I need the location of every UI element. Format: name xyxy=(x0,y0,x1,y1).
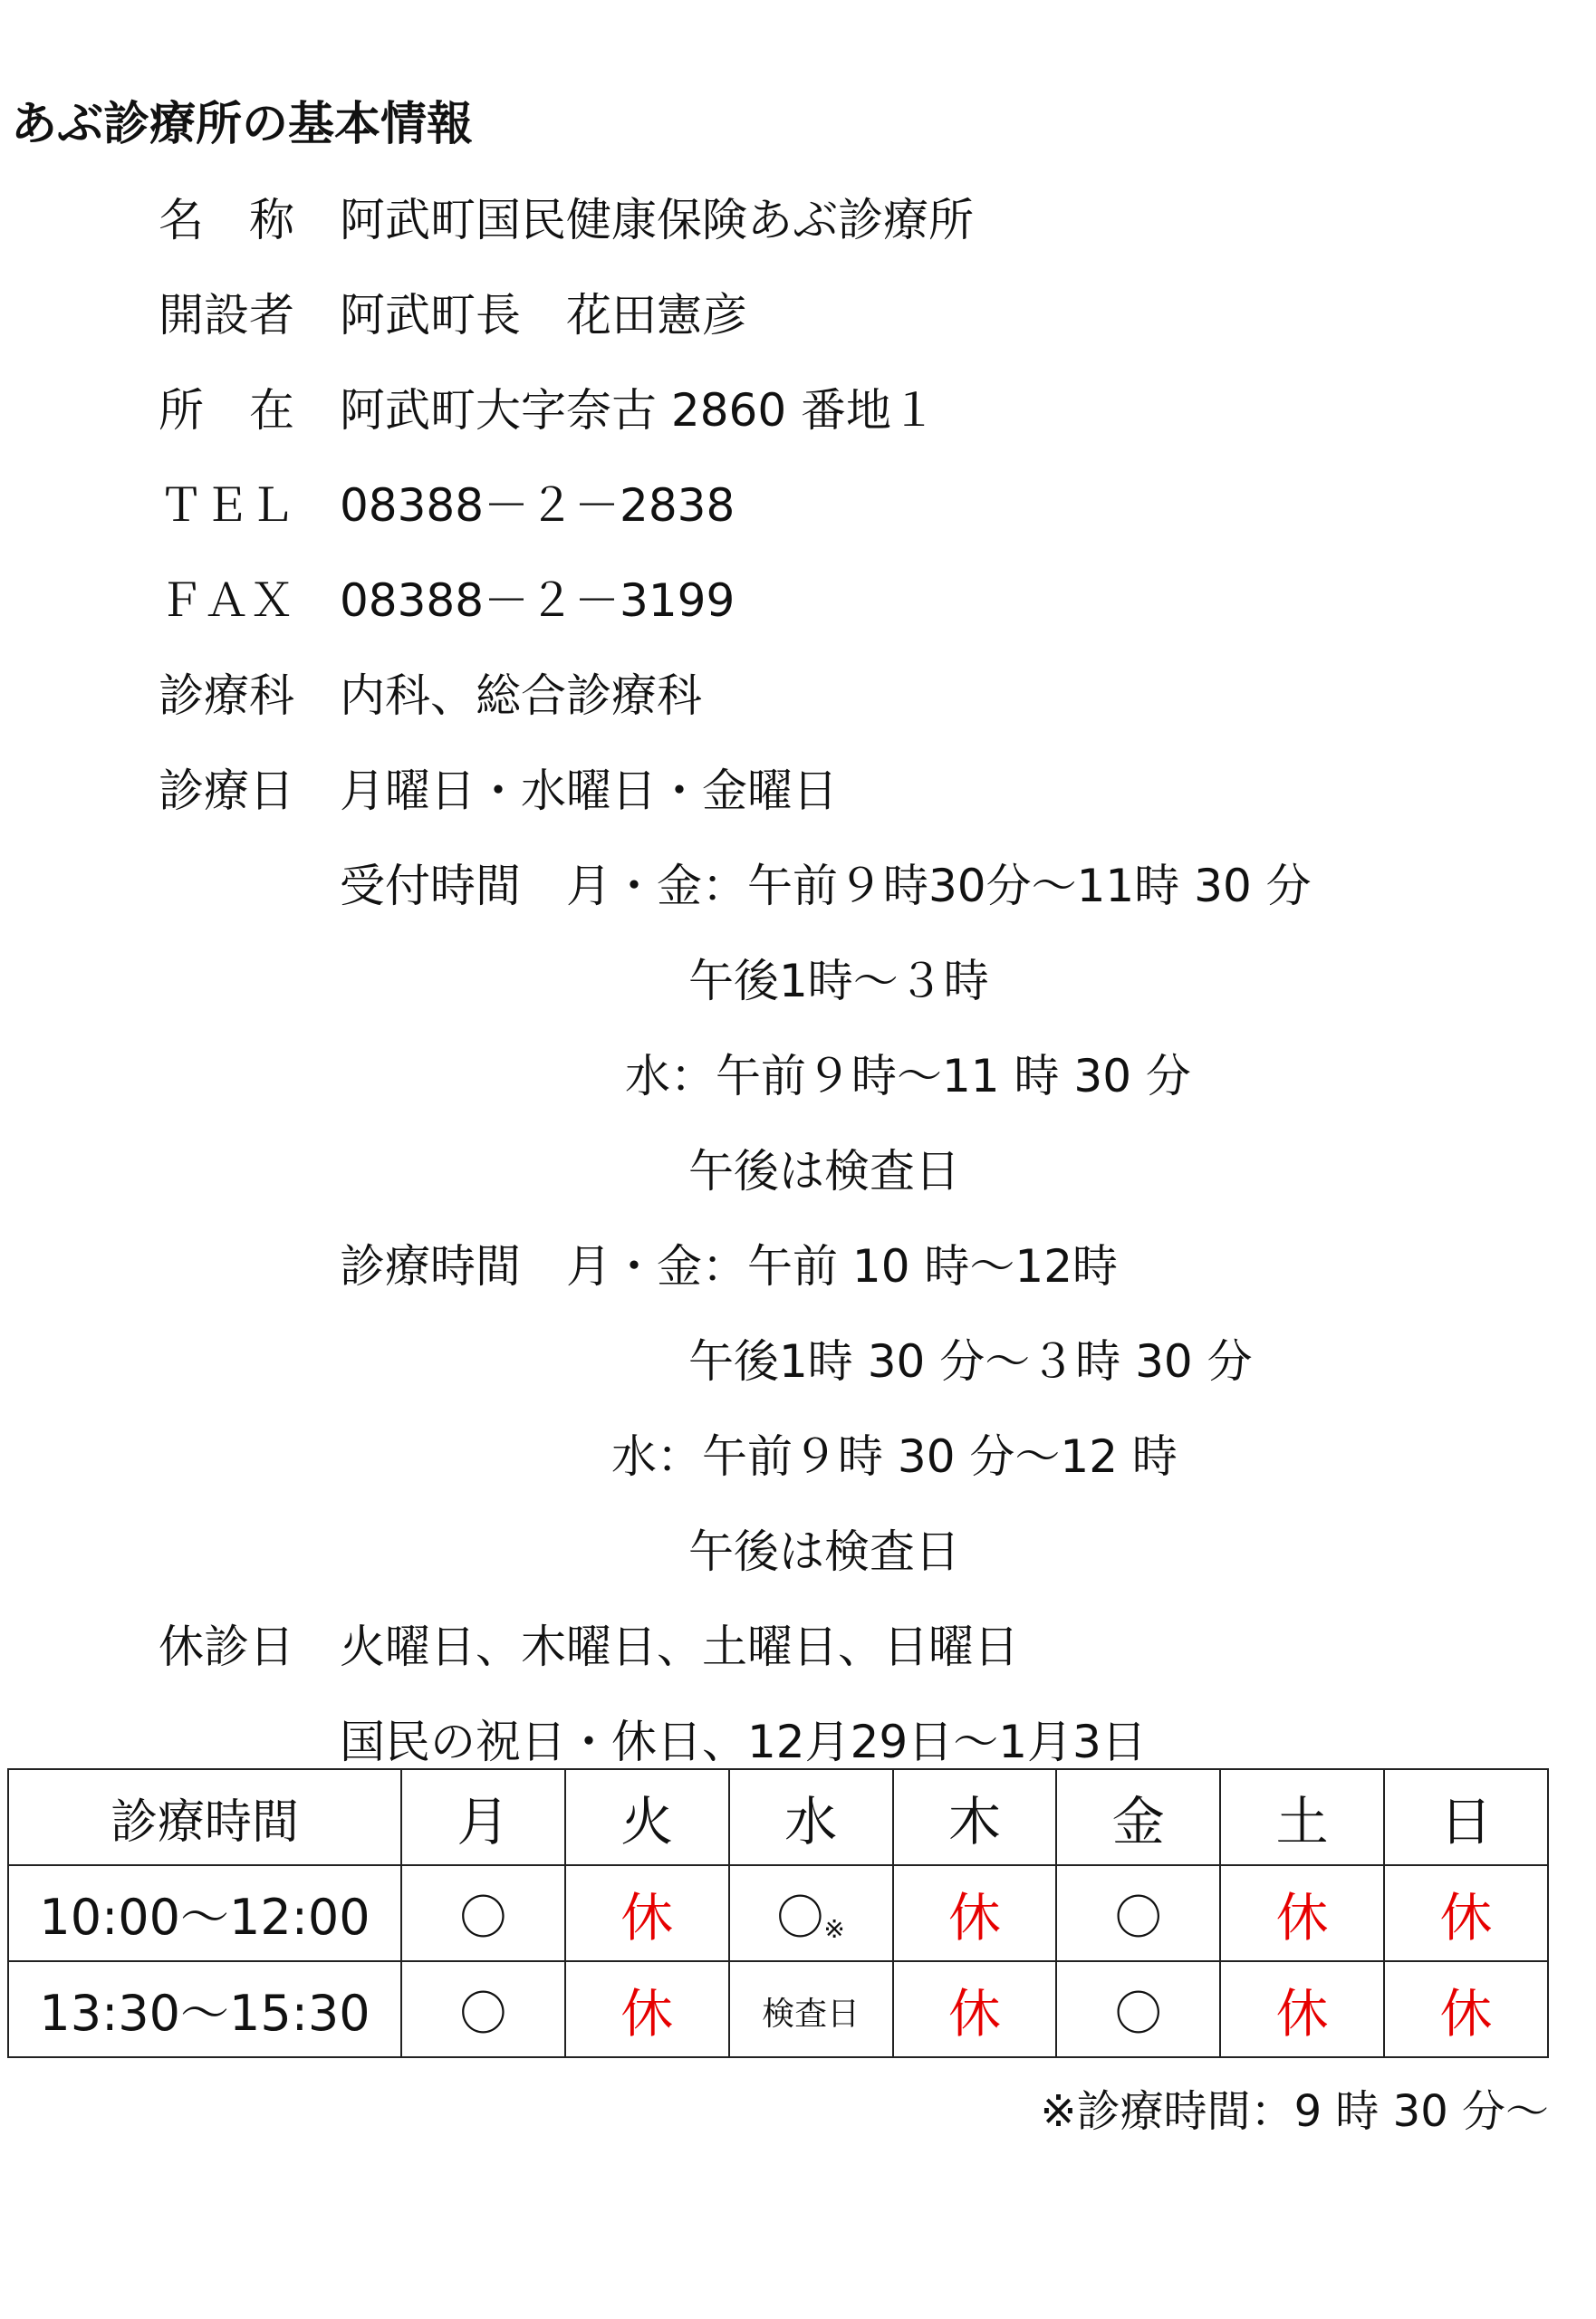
footnote: ※診療時間：9 時 30 分～ xyxy=(1040,2086,1549,2137)
reception-hours-mon-fri-pm: 午後1時～３時 xyxy=(688,955,989,1007)
cell-tue-pm xyxy=(565,1961,729,2057)
row-time: 10:00～12:00 xyxy=(8,1865,401,1961)
header-wed: 水 xyxy=(729,1769,893,1865)
schedule-table xyxy=(7,1768,1549,2058)
consultation-hours-mon-fri-am: 診療時間 月・金：午前 10 時～12時 xyxy=(340,1240,1119,1293)
header-fri: 金 xyxy=(1056,1769,1220,1865)
header-mon: 月 xyxy=(401,1769,565,1865)
header-sat: 土 xyxy=(1220,1769,1384,1865)
telephone: ＴＥＬ 08388－２－2838 xyxy=(159,479,736,532)
cell-wed-pm xyxy=(729,1961,893,2057)
cell-wed-am xyxy=(729,1865,893,1961)
row-time: 13:30～15:30 xyxy=(8,1961,401,2057)
table-header-row xyxy=(8,1769,1548,1865)
consultation-hours-mon-fri-pm: 午後1時 30 分～３時 30 分 xyxy=(688,1335,1253,1388)
table-row xyxy=(8,1865,1548,1961)
closed-mark: 休 xyxy=(1439,1983,1493,2045)
closed-holidays: 国民の祝日・休日、12月29日～1月3日 xyxy=(340,1716,1147,1768)
reception-hours-wed-am: 水：午前９時～11 時 30 分 xyxy=(625,1050,1191,1102)
open-mark: 〇 xyxy=(776,1891,824,1946)
fax: ＦＡＸ 08388－２－3199 xyxy=(159,574,736,627)
table-row xyxy=(8,1961,1548,2057)
departments: 診療科 内科、総合診療科 xyxy=(159,669,702,722)
closed-mark: 休 xyxy=(620,1983,674,2045)
closed-mark: 休 xyxy=(1275,1983,1329,2045)
cell-thu-am xyxy=(893,1865,1057,1961)
header-tue: 火 xyxy=(565,1769,729,1865)
cell-fri-pm: 〇 xyxy=(1056,1961,1220,2057)
cell-mon-am: 〇 xyxy=(401,1865,565,1961)
address: 所 在 阿武町大字奈古 2860 番地１ xyxy=(159,384,937,437)
header-sun: 日 xyxy=(1384,1769,1548,1865)
cell-mon-pm: 〇 xyxy=(401,1961,565,2057)
cell-sat-am xyxy=(1220,1865,1384,1961)
cell-sun-pm xyxy=(1384,1961,1548,2057)
closed-mark: 休 xyxy=(620,1887,674,1949)
cell-sun-am xyxy=(1384,1865,1548,1961)
closed-mark: 休 xyxy=(1439,1887,1493,1949)
page-title: あぶ診療所の基本情報 xyxy=(11,98,474,151)
cell-tue-am xyxy=(565,1865,729,1961)
founder: 開設者 阿武町長 花田憲彦 xyxy=(159,289,747,342)
cell-thu-pm xyxy=(893,1961,1057,2057)
consultation-days: 診療日 月曜日・水曜日・金曜日 xyxy=(159,765,838,817)
clinic-name: 名 称 阿武町国民健康保険あぶ診療所 xyxy=(159,194,974,246)
note-mark: ※ xyxy=(823,1913,845,1944)
closed-mark: 休 xyxy=(947,1983,1001,2045)
exam-day-label: 検査日 xyxy=(762,1996,860,2033)
closed-mark: 休 xyxy=(947,1887,1001,1949)
consultation-hours-wed-pm: 午後は検査日 xyxy=(688,1525,960,1578)
reception-hours-wed-pm: 午後は検査日 xyxy=(688,1145,960,1198)
consultation-hours-wed-am: 水：午前９時 30 分～12 時 xyxy=(611,1430,1178,1483)
closed-days: 休診日 火曜日、木曜日、土曜日、日曜日 xyxy=(159,1621,1019,1673)
closed-mark: 休 xyxy=(1275,1887,1329,1949)
reception-hours-mon-fri-am: 受付時間 月・金：午前９時30分～11時 30 分 xyxy=(340,860,1312,912)
cell-fri-am: 〇 xyxy=(1056,1865,1220,1961)
header-thu: 木 xyxy=(893,1769,1057,1865)
header-hours: 診療時間 xyxy=(8,1769,401,1865)
cell-sat-pm xyxy=(1220,1961,1384,2057)
